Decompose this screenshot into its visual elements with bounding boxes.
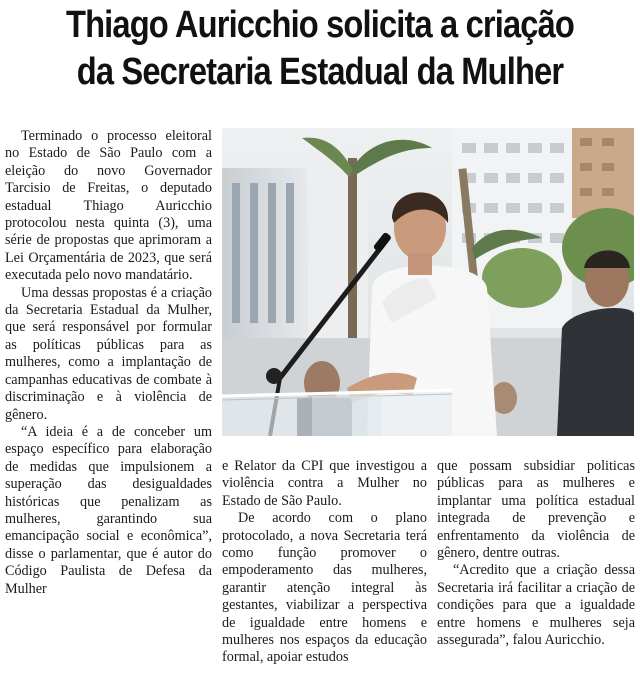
headline bbox=[45, 2, 595, 96]
headline-line-1: Thiago Auricchio solicita a criação bbox=[65, 4, 575, 46]
paragraph: que possam subsidiar politicas públicas para as mulheres e implantar uma política estadual integrada de prevenção e enfrentamento da violência de gênero, dentre outras. bbox=[437, 458, 635, 562]
paragraph: “A ideia é a de conceber um espaço específico para elaboração de medidas que impulsionem a superação das desigualdades históricas que penalizam as mulheres, garantindo sua emancipação social e econômica”, disse o parlamentar, que é autor do Código Paulista de Defesa da Mulher bbox=[5, 423, 212, 597]
paragraph: Terminado o processo eleitoral no Estado de São Paulo com a eleição do novo Governador Tarcisio de Freitas, o deputado estadual Thiago Auricchio protocolou nesta quinta (3), uma série de propostas que aprimoram a Lei Orçamentária de 2023, que será executada pelo novo mandatário. bbox=[5, 128, 212, 284]
column-3 bbox=[437, 458, 635, 649]
paragraph: e Relator da CPI que investigou a violência contra a Mulher no Estado de São Paulo. bbox=[222, 458, 427, 509]
column-2 bbox=[222, 458, 427, 667]
paragraph: “Acredito que a criação dessa Secretaria irá facilitar a criação de condições para que a igualdade entre homens e mulheres seja assegurada”, falou Auricchio. bbox=[437, 562, 635, 649]
article-photo bbox=[222, 128, 634, 436]
paragraph: De acordo com o plano protocolado, a nova Secretaria terá como função promover o empoderamento das mulheres, garantir atenção integral às gestantes, viabilizar a perspectiva de igualdade entre homens e mulheres nos espaços da educação formal, apoiar estudos bbox=[222, 510, 427, 666]
headline-line-2: da Secretaria Estadual da Mulher bbox=[76, 51, 564, 93]
column-1 bbox=[5, 128, 212, 598]
paragraph: Uma dessas propostas é a criação da Secretaria Estadual da Mulher, que será responsável por formular as políticas públicas para as mulheres, como a implantação de campanhas educativas de combate à discriminação e à violência de gênero. bbox=[5, 284, 212, 423]
